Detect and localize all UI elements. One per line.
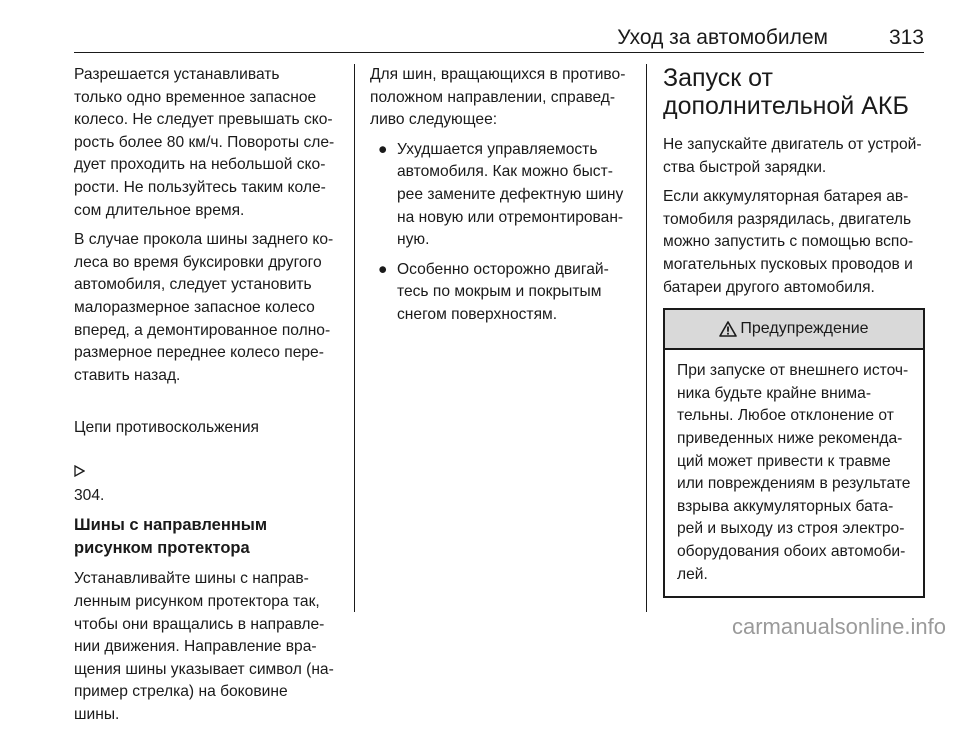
warning-triangle-icon	[719, 321, 737, 337]
list-item: ● Особенно осторожно двигай- тесь по мокрым и покрытым снегом поверхностям.	[378, 260, 609, 323]
section-heading-jump-start: Запуск от дополнительной АКБ	[663, 64, 909, 120]
paragraph-snow-chains-ref[interactable]	[74, 394, 346, 507]
paragraph-no-fast-charger: Не запускайте двигатель от устрой- ства быстрой зарядки.	[663, 136, 922, 176]
page-number: 313	[888, 26, 924, 49]
column-right	[663, 64, 927, 598]
paragraph-temporary-spare: Разрешается устанавливать только одно временное запасное колесо. Не следует превышать ско- рость более 80 км/ч. Повороты сле- дует проходить на небольшой ско- рости. Не пользуйтесь таким коле- сом длительное время.	[74, 66, 335, 219]
page-title: Уход за автомобилем	[617, 26, 828, 49]
bullet-icon: ●	[378, 140, 388, 158]
paragraph-jump-cables: Если аккумуляторная батарея ав- томобиля разрядилась, двигатель можно запустить с помощью вспо- могательных пусковых проводов и батареи другого автомобиля.	[663, 188, 914, 296]
bullet-icon: ●	[378, 260, 388, 278]
paragraph-directional-tyres: Устанавливайте шины с направ- ленным рисунком протектора так, чтобы они вращались в направле- нии движения. Направление вра- щения шины указывает символ (на- пример стрелка) на боковине шины.	[74, 570, 334, 724]
header-divider	[74, 52, 924, 53]
column-middle	[370, 64, 636, 334]
paragraph-rear-puncture: В случае прокола шины заднего ко- леса во время буксировки другого автомобиля, следует установить малоразмерное запасное колесо вперед, а демонтированное полно- размерное переднее колесо пере- ставить назад.	[74, 231, 334, 384]
snow-chains-label: Цепи противоскольжения	[74, 418, 259, 436]
list-item: ● Ухудшается управляемость автомобиля. Как можно быст- рее замените дефектную шину на новую или отремонтирован- ную.	[378, 140, 624, 249]
warning-box	[663, 308, 925, 598]
column-divider-2	[646, 64, 647, 612]
paragraph-opposite-rotation: Для шин, вращающихся в противо- положном направлении, справед- ливо следующее:	[370, 66, 626, 129]
reference-arrow-icon	[74, 465, 85, 480]
bullet-list	[370, 139, 636, 327]
section-heading-directional-tyres: Шины с направленным рисунком протектора	[74, 516, 268, 557]
column-divider-1	[354, 64, 355, 612]
warning-header	[665, 310, 923, 350]
column-left	[74, 64, 346, 734]
warning-title: Предупреждение	[740, 319, 869, 337]
warning-text: При запуске от внешнего источ- ника будьте крайне внима- тельны. Любое отклонение от приведенных ниже рекоменда- ций может привести к травме или повреждениям в результате взрыва аккумуляторных бата- рей и выходу из строя электро- оборудования обоих автомоби- лей.	[677, 362, 911, 583]
watermark: carmanualsonline.info	[731, 614, 946, 639]
page-header	[0, 0, 960, 50]
snow-chains-page-ref[interactable]: 304.	[74, 486, 105, 504]
